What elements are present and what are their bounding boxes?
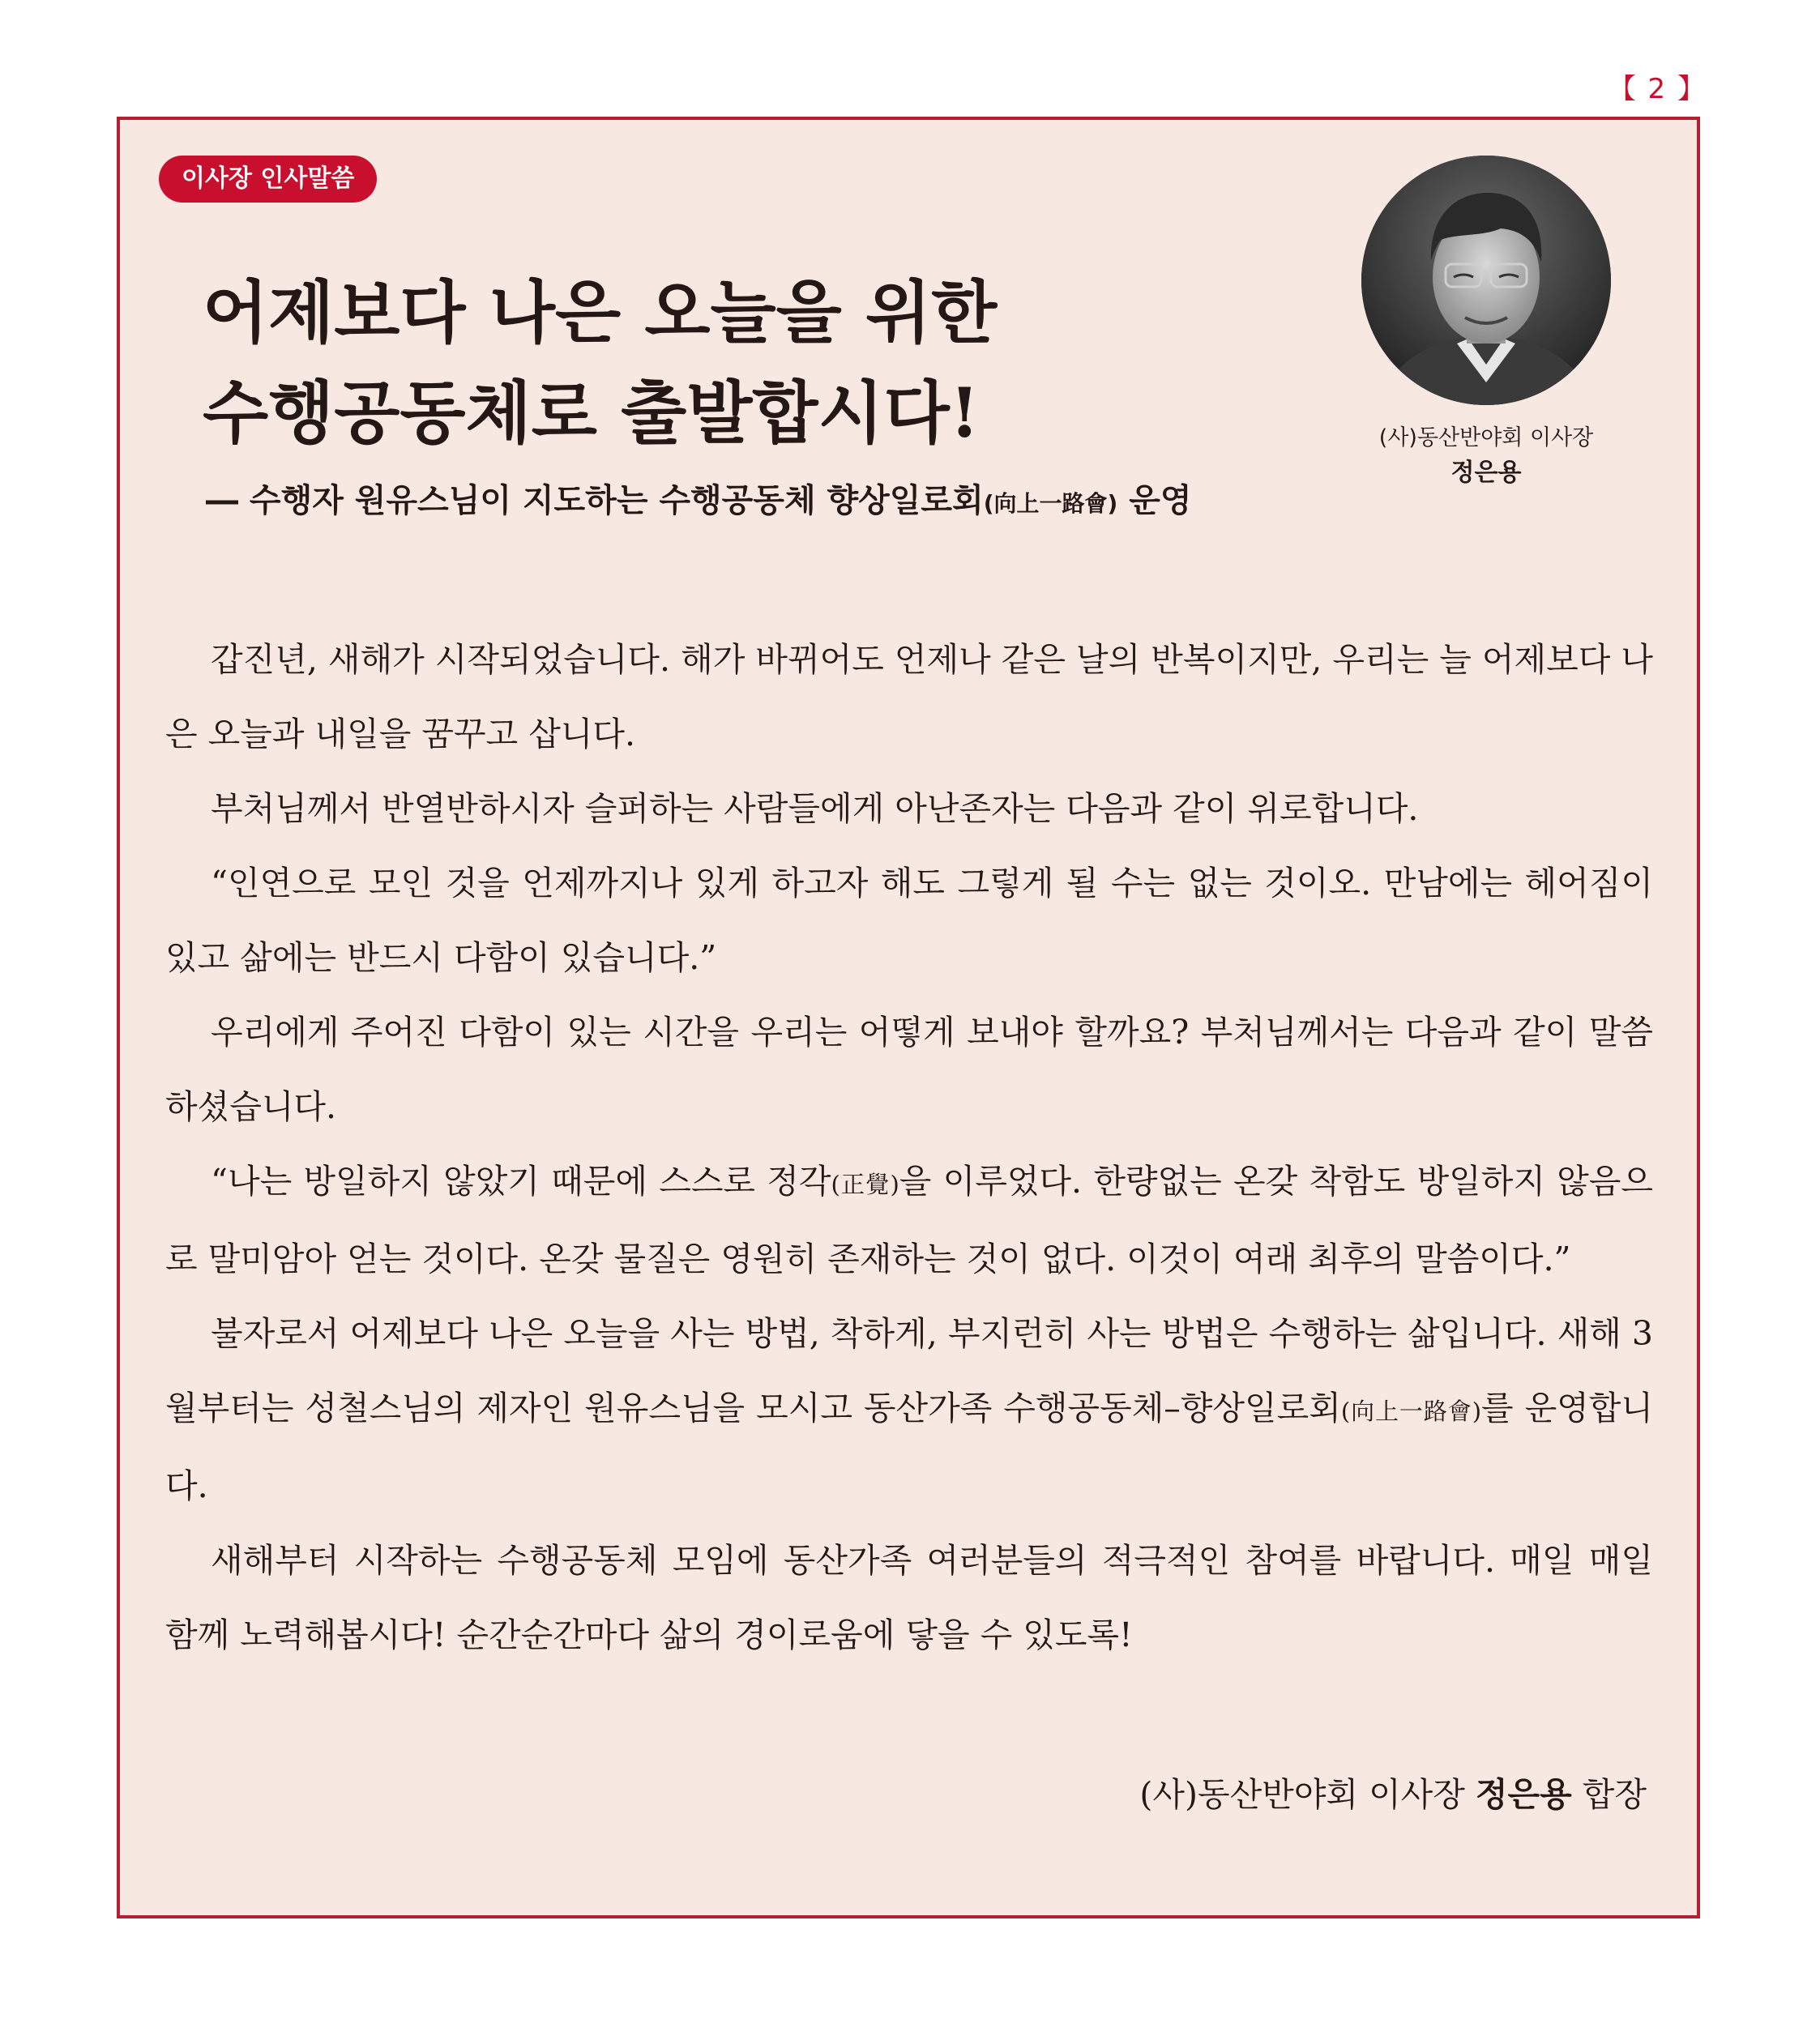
body-paragraph-7: 새해부터 시작하는 수행공동체 모임에 동산가족 여러분들의 적극적인 참여를 바랍니다. 매일 매일 함께 노력해봅시다! 순간순간마다 삶의 경이로움에 닿을 수 있도록! [165,1541,1653,1654]
body-paragraph-5-part-2: 을 이루었다. 한량없는 온갖 착함도 방일하지 않음으로 말미암아 얻는 것이다. 온갖 물질은 영원히 존재하는 것이 없다. 이것이 여래 최후의 말씀이다.” [165,1162,1653,1278]
chairman-portrait-photo [1361,156,1611,405]
headline [203,262,997,463]
headline-line-1: 어제보다 나은 오늘을 위한 [203,272,998,352]
body-paragraph-6 [165,1296,1653,1523]
headline-line-2: 수행공동체로 출발합시다! [203,373,980,453]
body-paragraph-3: “인연으로 모인 것을 언제까지나 있게 하고자 해도 그렇게 될 수는 없는 것이오. 만남에는 헤어짐이 있고 삶에는 반드시 다함이 있습니다.” [165,864,1653,977]
body-paragraph-5-hanja: (正覺) [831,1171,899,1198]
signature [1139,1768,1647,1816]
body-paragraph-6-part-2: 를 운영합니다. [165,1389,1654,1505]
section-tag: 이사장 인사말씀 [159,156,377,203]
body-paragraph-4: 우리에게 주어진 다함이 있는 시간을 우리는 어떻게 보내야 할까요? 부처님께서는 다음과 같이 말씀하셨습니다. [165,1013,1653,1126]
photo-caption-role: (사)동산반야회 이사장 [1378,425,1594,450]
page-number: 【 2 】 [1608,73,1707,105]
body-paragraph-6-part-1: 불자로서 어제보다 나은 오늘을 사는 방법, 착하게, 부지런히 사는 방법은 수행하는 삶입니다. 새해 3월부터는 성철스님의 제자인 원유스님을 모시고 동산가족 수행공동체–향상일로회 [165,1314,1653,1428]
greeting-article [117,117,1700,1918]
subtitle [206,475,1192,521]
subtitle-suffix: 운영 [1117,482,1192,519]
photo-caption-name: 정은용 [1450,459,1522,487]
signature-name: 정은용 [1475,1775,1572,1814]
body-paragraph-6-hanja: (向上一路會) [1340,1398,1482,1425]
signature-closing: 합장 [1571,1775,1647,1814]
body-paragraph-2: 부처님께서 반열반하시자 슬퍼하는 사람들에게 아난존자는 다음과 같이 위로합니다. [211,789,1419,828]
body-paragraph-1: 갑진년, 새해가 시작되었습니다. 해가 바뀌어도 언제나 같은 날의 반복이지만, 우리는 늘 어제보다 나은 오늘과 내일을 꿈꾸고 삽니다. [165,640,1653,753]
signature-org: (사)동산반야회 이사장 [1139,1775,1476,1814]
portrait-illustration [1361,156,1611,405]
subtitle-text: ― 수행자 원유스님이 지도하는 수행공동체 향상일로회 [206,482,984,519]
subtitle-hanja: (向上一路會) [983,490,1118,517]
body-paragraph-5-part-1: “나는 방일하지 않았기 때문에 스스로 정각 [211,1162,831,1201]
article-body [165,622,1653,1672]
body-paragraph-5 [165,1144,1653,1296]
